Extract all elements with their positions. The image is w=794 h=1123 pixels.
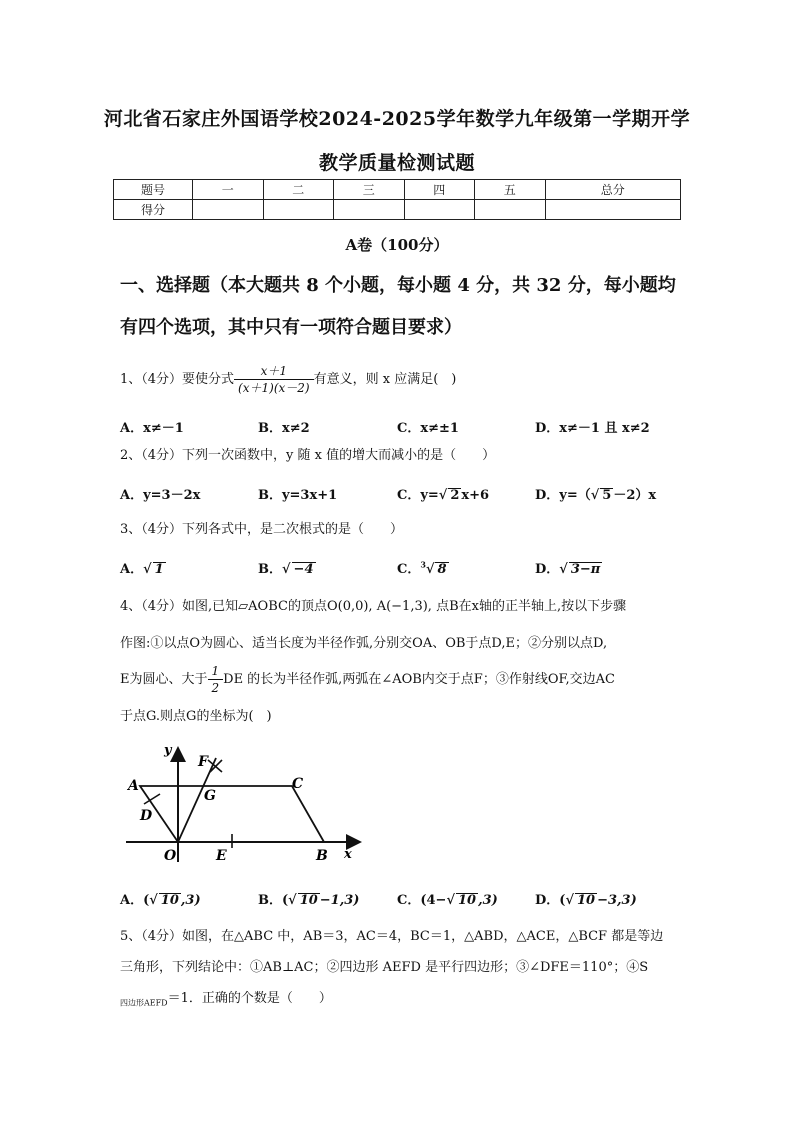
q3-a-radicand: 1: [154, 562, 164, 577]
q2-d-pre: D．y=（: [535, 488, 591, 503]
q2-option-b[interactable]: B．y=3x+1: [258, 488, 338, 503]
q4-line-3-pre: E为圆心、大于: [120, 672, 208, 687]
q4-fraction-denominator: 2: [211, 681, 220, 695]
q4-option-c[interactable]: [397, 889, 498, 908]
radical-sign-icon: √: [149, 893, 158, 908]
score-input-cell[interactable]: [334, 200, 405, 220]
title-line-2: 教学质量检测试题: [318, 152, 475, 174]
radical-sign-icon: √: [565, 893, 574, 908]
q2-option-d[interactable]: [535, 484, 656, 503]
score-input-cell[interactable]: [475, 200, 546, 220]
radical-sign-icon: √: [143, 562, 152, 577]
score-cell: 题号: [114, 180, 193, 200]
q4-a-pre: A．(: [120, 893, 150, 908]
q2-d-radicand: 5: [602, 488, 612, 503]
score-table-row-score: [114, 200, 681, 220]
q4-d-radicand: 10: [576, 893, 596, 908]
score-input-cell[interactable]: [193, 200, 264, 220]
score-input-cell[interactable]: [545, 200, 681, 220]
score-table: [113, 179, 681, 220]
q3-option-c[interactable]: [397, 558, 449, 577]
q4-fraction-numerator: 1: [208, 663, 224, 680]
score-cell: 得分: [114, 200, 193, 220]
q4-fraction: [208, 663, 224, 696]
score-cell: 三: [334, 180, 405, 200]
label-c: C: [292, 776, 304, 792]
question-2: 2、（4分）下列一次函数中，y 随 x 值的增大而减小的是（ ）: [120, 448, 496, 463]
score-input-cell[interactable]: [404, 200, 475, 220]
q4-line-3-post: DE 的长为半径作弧,两弧在∠AOB内交于点F；③作射线OF,交边AC: [223, 672, 615, 687]
question-1: [120, 362, 685, 398]
radical-sign-icon: √: [559, 562, 568, 577]
q3-c-pre: C．: [397, 562, 421, 577]
q2-c-post: x+6: [461, 488, 490, 503]
q3-option-b[interactable]: [258, 558, 316, 577]
score-table-row-header: [114, 180, 681, 200]
q2-d-post: －2）x: [613, 488, 657, 503]
score-cell: 五: [475, 180, 546, 200]
q3-c-radicand: 8: [437, 562, 447, 577]
q4-b-radicand: 10: [299, 893, 318, 908]
label-a: A: [128, 778, 139, 794]
label-x: x: [344, 847, 352, 862]
parallelogram-aobc: [140, 786, 324, 842]
q4-line-2: 作图:①以点O为圆心、适当长度为半径作弧,分别交OA、OB于点D,E；②分别以点D,: [120, 636, 608, 651]
q3-option-a[interactable]: [120, 558, 166, 577]
q4-option-b[interactable]: [258, 889, 359, 908]
section-1-heading-line-1: 一、选择题（本大题共 8 个小题，每小题 4 分，共 32 分，每小题均: [120, 275, 676, 296]
q1-option-a[interactable]: A．x≠－1: [120, 421, 184, 436]
q1-prefix: 1、（4分）要使分式: [120, 372, 235, 387]
q4-figure: [118, 738, 368, 868]
q4-line-1: 4、（4分）如图,已知▱AOBC的顶点O(0,0), A(−1,3), 点B在x轴的正半轴上,按以下步骤: [120, 599, 627, 614]
score-cell: 二: [263, 180, 334, 200]
q3-b-pre: B．: [258, 562, 282, 577]
label-d: D: [140, 808, 153, 824]
q4-a-radicand: 10: [160, 893, 179, 908]
q1-option-c[interactable]: C．x≠±1: [397, 421, 459, 436]
q1-suffix: 有意义，则 x 应满足( ): [313, 372, 457, 387]
q3-d-radicand: 3−π: [570, 562, 601, 577]
q1-option-d[interactable]: D．x≠－1 且 x≠2: [535, 421, 650, 436]
q4-option-d[interactable]: [535, 889, 637, 908]
q4-c-pre: C．(4−: [397, 893, 447, 908]
section-1-heading-line-2: 有四个选项，其中只有一项符合题目要求）: [120, 317, 462, 338]
q2-option-a[interactable]: A．y=3－2x: [120, 488, 201, 503]
q3-c-index: 3: [420, 559, 426, 570]
q4-line-4: 于点G.则点G的坐标为( ): [120, 709, 272, 724]
q3-a-pre: A．: [120, 562, 144, 577]
q2-c-radicand: 2: [450, 488, 460, 503]
q5-line-3: [120, 984, 685, 1019]
radical-sign-icon: √: [282, 562, 291, 577]
radical-sign-icon: √: [288, 893, 297, 908]
score-cell: 一: [193, 180, 264, 200]
label-y: y: [164, 743, 172, 758]
score-cell: 四: [404, 180, 475, 200]
q5-line-2: 三角形，下列结论中：①AB⊥AC；②四边形 AEFD 是平行四边形；③∠DFE＝110°；④S: [120, 960, 649, 975]
q5-line-3-text: ＝1．正确的个数是（ ）: [167, 991, 332, 1006]
q2-c-pre: C．y=: [397, 488, 439, 503]
score-input-cell[interactable]: [263, 200, 334, 220]
radical-sign-icon: √: [438, 488, 448, 503]
q1-option-b[interactable]: B．x≠2: [258, 421, 310, 436]
q4-option-a[interactable]: [120, 889, 201, 908]
radical-sign-icon: √: [425, 562, 435, 577]
q5-line-1: 5、（4分）如图，在△ABC 中，AB＝3，AC＝4，BC＝1，△ABD，△ACE，△BCF 都是等边: [120, 929, 664, 944]
title-line-1: 河北省石家庄外国语学校2024-2025学年数学九年级第一学期开学: [103, 108, 691, 130]
q4-b-post: −1,3): [319, 893, 360, 908]
q4-b-pre: B．(: [258, 893, 289, 908]
q4-line-3: [120, 662, 685, 698]
q4-c-radicand: 10: [457, 893, 477, 908]
volume-label: A卷（100分）: [345, 236, 449, 254]
label-g: G: [204, 788, 216, 804]
q3-d-pre: D．: [535, 562, 560, 577]
q4-d-post: −3,3): [597, 893, 637, 908]
q1-fraction: [234, 363, 314, 396]
radical-sign-icon: √: [446, 893, 455, 908]
q5-subscript: 四边形AEFD: [120, 998, 168, 1008]
q1-numerator: x＋1: [234, 363, 314, 380]
q4-c-post: ,3): [478, 893, 498, 908]
q1-denominator: (x＋1)(x－2): [238, 381, 310, 395]
question-3: 3、（4分）下列各式中，是二次根式的是（ ）: [120, 522, 404, 537]
radical-sign-icon: √: [590, 488, 600, 503]
score-cell: 总分: [545, 180, 681, 200]
q4-a-post: ,3): [180, 893, 201, 908]
q4-d-pre: D．(: [535, 893, 566, 908]
label-o: O: [164, 848, 177, 864]
q3-b-radicand: −4: [293, 562, 314, 577]
label-b: B: [316, 848, 328, 864]
label-e: E: [216, 848, 227, 864]
label-f: F: [198, 754, 208, 770]
q3-option-d[interactable]: [535, 558, 602, 577]
q2-option-c[interactable]: [397, 484, 489, 503]
